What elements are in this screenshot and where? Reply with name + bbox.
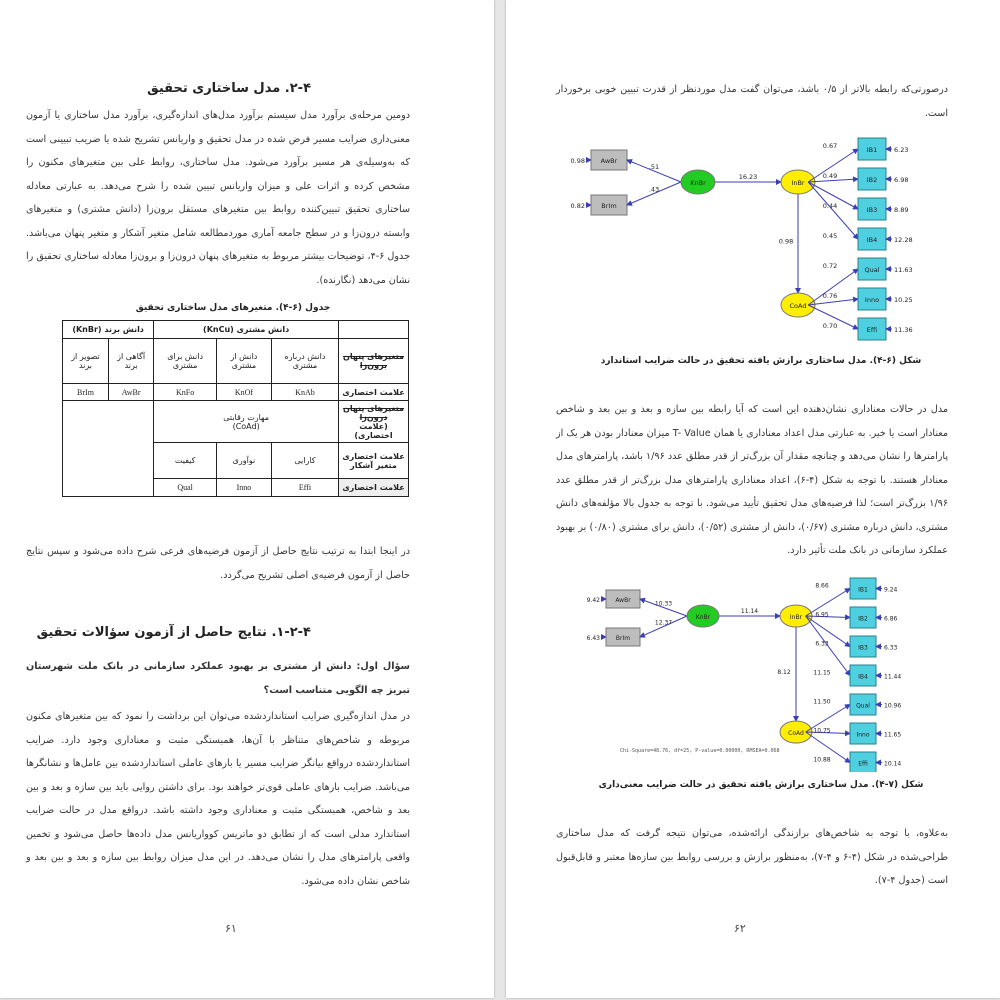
loading-label-0: 0.67 [822,142,838,150]
diagram2-caption: شکل (۷-۴). مدل ساختاری برازش یافته تحقیق در حالت ضرایب معنی‌داری [598,780,924,790]
page-left [0,0,494,998]
left-error-0: 9.42 [586,597,600,604]
left-path-label-0: .51 [648,163,660,171]
mediator-cell [154,401,339,443]
para-mid: مدل در حالات معناداری نشان‌دهنده این است که آیا رابطه بین سازه و بعد و بین بعد و شاخص معنادار است یا خیر. به عبارتی مدل اعداد معناداری یا همان T- Value میزان معنادار بودن هر یک از پارامترها را نشان می‌دهد و چنانچه مقدار آن بزرگ‌تر از قدر مطلق عدد ۱/۹۶ باشد، پارامترهای مدل معنادار هستند. با توجه به شکل (۴-۶)، اعداد معناداری پارامترهای مدل بزرگ‌تر از قدر مطلق عدد ۱/۹۶ بزرگ‌تر است؛ لذا فرضیه‌های مدل تحقیق تأیید می‌شود. با توجه به جدول بالا مؤلفه‌های دانش مشتری، دانش درباره مشتری (۰/۶۷)، دانش از مشتری (۰/۵۲)، دانش برای مشتری (۰/۸۰) بر بهبود عملکرد سازمانی در بانک ملت تأثیر دارد. [556,404,949,556]
indicator-label-0: AwBr [600,157,618,165]
indicator-error-4: 11.63 [894,266,913,274]
indicator-label-Qual: Qual [856,702,870,710]
row-sign-label: علامت اختصاری [339,384,409,401]
loading-label-3: 0.45 [822,232,838,240]
indicator-label-IB4: IB4 [866,236,878,244]
page-number-left: ۶۱ [225,922,237,935]
section-heading: ۲-۴. مدل ساختاری تحقیق [147,81,311,96]
indicator-label-Inno: Inno [856,731,870,739]
variables-table [62,320,409,497]
left-error-0: 0.98 [570,157,585,165]
loading-label-4: 11.50 [813,698,831,706]
indicator-label-IB3: IB3 [858,644,868,652]
latent-label-knbr: KnBr [690,179,706,187]
row-endo-label [339,401,409,443]
code-knfo: KnFo [154,384,217,401]
indicator-error-0: 6.23 [894,146,909,154]
page-right [506,0,1000,998]
loading-label-4: 0.72 [822,262,838,270]
path-inbr-coad-label: 8.12 [777,669,791,676]
latent-label-inbr: InBr [789,614,803,621]
indicator-label-Effi: Effi [858,760,868,768]
intro-paragraph: دومین مرحله‌ی برآورد مدل سیستم برآورد مدل‌های اندازه‌گیری، برآورد مدل ساختاری یا آزمون معنی‌داری ضرایب مسیر فرض شده در مدل تحقیق و واریانس تشریح شده یا ضریب تبیینی است که به‌وسیله‌ی هر مسیر برآورد می‌شود. مدل ساختاری، روابط علی بین متغیرهای مکنون را مشخص کرده و اثرات علی و میزان واریانس تبیین شده را شرح می‌دهد. به عبارتی معادله ساختاری تحقیق تبیین‌کننده روابط بین متغیرهای مستقل برون‌زا (دانش مشتری) و متغیرهای وابسته درون‌زا و در سطح جامعه آماری مورد‌مطالعه شامل متغیر آشکار و متغیر پنهان می‌باشد. جدول ۶-۴، توضیحات بیشتر مربوط به متغیرهای پنهان درون‌زا و برون‌زا معادله ساختاری تحقیق را نشان می‌دهد (نگارنده). [26,110,410,286]
code-knab: KnAb [271,384,338,401]
structural-model-standard [556,130,948,350]
loading-label-1: 6.95 [815,611,829,619]
code-qual: Qual [154,479,217,497]
sub-brin: تصویر از برند [63,339,109,384]
loading-label-6: 10.88 [813,756,831,764]
indicator-error-4: 10.96 [884,702,902,710]
code-awbr: AwBr [108,384,153,401]
indicator-error-6: 11.36 [894,326,913,334]
para-bottom: به‌علاوه، با توجه به شاخص‌های برازندگی ارائه‌شده، می‌توان نتیجه گرفت که مدل ساختاری طراحی‌شده در شکل (۴-۶ و ۴-۷)، به‌منظور برازش و بررسی روابط بین سازه‌ها معتبر و قابل‌قبول است (جدول ۴-۷). [556,828,948,886]
path-knbr-inbr-label: 11.14 [740,608,759,615]
diagram2-fit-stats: Chi-Square=48.76, df=25, P-value=0.00000, RMSEA=0.068 [620,748,780,754]
path-knbr-inbr-label: 16.23 [738,173,758,181]
row-sign-label-2: علامت اختصاری [339,479,409,497]
code-brin: BrIm [63,384,109,401]
indicator-label-IB1: IB1 [866,146,878,154]
latent-label-coad: CoAd [789,302,807,310]
subheading: ۱-۲-۴. نتایج حاصل از آزمون سؤالات تحقیق [36,625,311,640]
loading-label-2: 0.44 [822,202,838,210]
indicator-error-2: 8.89 [894,206,909,214]
indicator-error-1: 6.98 [894,176,909,184]
table-group-kncu: دانش مشتری (KnCu) [154,321,339,339]
indicator-label-1: BrIm [601,202,617,210]
indicator-label-0: AwBr [615,597,631,604]
indicator-error-5: 11.65 [884,731,902,739]
indicator-label-1: BrIm [615,635,631,642]
code-effi: Effi [271,479,338,497]
left-path-label-0: 10.33 [654,600,673,608]
sub-awbr: آگاهی از برند [108,339,153,384]
code-inno: Inno [217,479,272,497]
para-results-intro: در اینجا ابتدا به ترتیب نتایج حاصل از آزمون فرضیه‌های فرعی شرح داده می‌شود و سپس نتایج حاصل از آزمون فرضیه‌ی اصلی تشریح می‌گردد. [26,546,410,581]
sub-qual: کیفیت [154,443,217,479]
page-number-right: ۶۲ [734,922,746,935]
loading-label-6: 0.70 [822,322,838,330]
code-knof: KnOf [217,384,272,401]
path-inbr-coad-label: 0.98 [778,237,794,246]
indicator-error-2: 6.33 [884,644,898,652]
loading-label-5: 10.75 [813,727,831,735]
indicator-label-IB2: IB2 [858,615,868,623]
indicator-error-5: 10.25 [894,296,913,304]
row-manifest-label: علامت اختصاری متغیر آشکار [339,443,409,479]
loading-arrow-3 [808,182,858,239]
row-endo-sub: (علامت اختصاری) [354,421,393,440]
table-corner [339,321,409,339]
indicator-error-3: 11.44 [884,673,902,681]
loading-label-1: 0.49 [822,172,838,180]
indicator-error-6: 10.14 [884,760,902,768]
left-error-1: 6.43 [586,635,600,642]
indicator-label-IB2: IB2 [866,176,878,184]
loading-label-3: 11.15 [813,669,831,677]
loading-label-0: 8.66 [815,582,829,590]
table-caption: جدول (۶-۴). متغیرهای مدل ساختاری تحقیق [135,303,331,313]
table-empty-block [63,401,154,497]
sub-knab: دانش درباره مشتری [271,339,338,384]
indicator-label-IB1: IB1 [858,586,868,594]
mediator-title: مهارت رقابتی [223,412,270,422]
left-error-1: 0.82 [570,202,585,210]
indicator-error-0: 9.24 [884,586,898,594]
mediator-code: (CoAd) [232,421,260,431]
para-top: درصورتی‌که رابطه بالاتر از ۰/۵ باشد، می‌توان گفت مدل موردنظر از قدرت تبیین خوبی برخوردار است. [556,84,948,119]
table-group-knbr: دانش برند (KnBr) [63,321,154,339]
left-path-label-1: .43 [648,185,660,194]
latent-label-inbr: InBr [791,179,805,187]
indicator-label-Effi: Effi [866,326,878,334]
left-path-label-1: 12.37 [654,619,673,627]
sub-inno: نوآوری [217,443,272,479]
loading-label-2: 6.33 [815,640,829,648]
diagram1-caption: شکل (۶-۴). مدل ساختاری برازش یافته تحقیق در حالت ضرایب استاندارد [600,356,922,366]
latent-label-knbr: KnBr [695,614,711,621]
sub-knfo: دانش برای مشتری [154,339,217,384]
row-exo-label: متغیرهای پنهان برون‌زا [339,339,409,384]
latent-label-coad: CoAd [788,730,804,737]
sub-knof: دانش از مشتری [217,339,272,384]
question-one: سؤال اول: دانش از مشتری بر بهبود عملکرد سازمانی در بانک ملت شهرستان تبریز چه الگویی متناسب است؟ [26,661,410,696]
row-endo-title: متغیرهای پنهان درون‌زا [342,403,405,422]
loading-label-5: 0.76 [822,292,838,300]
indicator-label-Qual: Qual [864,266,880,274]
para-measurement: در مدل اندازه‌گیری ضرایب استانداردشده می‌توان این برداشت را نمود که بین متغیرهای مکنون مربوطه و شاخص‌های متناظر با آن‌ها، همبستگی مثبت و معناداری وجود دارد. ضرایب استانداردشده درواقع بیانگر ضرایب مسیر یا بارهای عاملی استانداردشده بین عامل‌ها و نشانگرها می‌باشد. ضرایب بارهای عاملی قوی‌تر خواهند بود. برای داشتن روایی باید بین سازه و بعد و بین بعد و شاخص، همبستگی مثبت و معناداری وجود داشته باشد. درواقع مدل در حالت ضرایب استاندارد مدلی است که از تطابق دو ماتریس کوواریانس مدل داده‌ها حاصل می‌شود و تخمین واقعی پارامترهای مدل را نشان می‌دهد. در این مدل میزان روابط بین سازه و بعد و بین بعد و شاخص نشان داده می‌شود. [26,711,410,887]
indicator-error-1: 6.86 [884,615,898,623]
indicator-error-3: 12.28 [894,236,913,244]
indicator-label-IB4: IB4 [858,673,868,681]
structural-model-tvalue [586,572,908,772]
indicator-label-IB3: IB3 [866,206,878,214]
indicator-label-Inno: Inno [864,296,880,304]
sub-effi: کارایی [271,443,338,479]
loading-arrow-3 [806,616,850,676]
